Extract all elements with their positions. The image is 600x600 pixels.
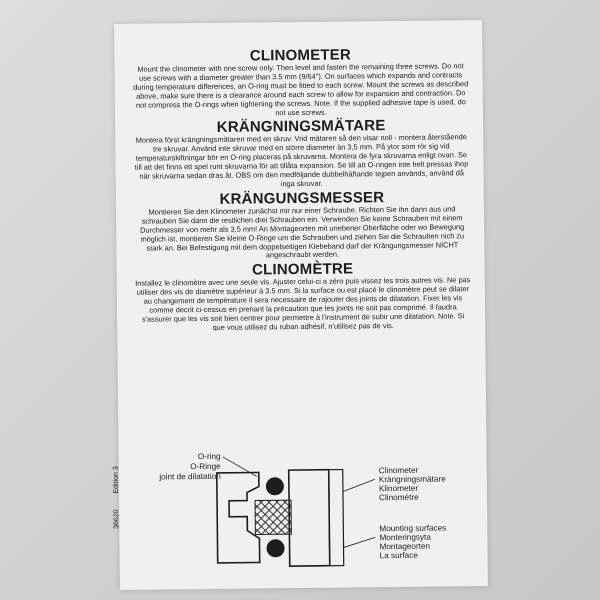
clinometer-body-shape xyxy=(217,472,260,562)
surface-leader-line xyxy=(343,537,375,547)
instruction-sheet xyxy=(114,20,488,590)
section-body-clinometer: Mount the clinometer with one screw only. Then level and fasten the remaining three screws. Do not use screws with a diameter greater than 3.5 mm (9/64"). On surfaces which expands and contracts during temperature differences, an O-ring must be fitted to each screw. Mount the screws as described above, make sure there is a clearance around each screw to allow for expansion and contraction. Do not compress the O-rings when tightening the screws. Note. If the supplied adhesive tape is used, do not use screws. xyxy=(133,61,469,117)
o-ring-leader-line xyxy=(223,456,257,476)
mounting-surface-shape xyxy=(289,470,330,566)
label-joint-de-dilatation: joint de dilatation xyxy=(159,471,221,482)
edition-label: Edition 3 xyxy=(112,466,120,494)
section-body-krangningsmatare: Montera först krängningsmätaren med en skruv. Vrid mätaren så den visar noll - montera återstående tre skruvar. Använd inte skruvar med en större diameter än 3,5 mm. På ytor som rör sig vid temperaturskiftningar bör en O-ring placeras på skruvarna. Montera de fyra skruvarna enligt ovan. Se till att det finns ett spel runt skruvarna för att tillåta expansion. Se till att O-ringen inte helt pressas ihop när skruvarna sedan dras åt. OBS om den medföljande dubbelhäftande tejpen används, använd då inga skruvar. xyxy=(134,132,469,189)
instruction-text xyxy=(132,46,471,335)
section-title-krangningsmatare: KRÄNGNINGSMÄTARE xyxy=(216,117,386,137)
mounting-surface-edge xyxy=(329,470,344,566)
clinometer-leader-line xyxy=(343,479,375,491)
section-title-clinometre: CLINOMÈTRE xyxy=(251,260,354,279)
screw-spring-shape xyxy=(255,500,291,534)
edition-footer xyxy=(113,452,121,529)
document-code: 36620 xyxy=(113,509,121,529)
section-body-krangungsmesser: Montieren Sie den Klinometer zunächst mir nur einer Schraube. Richten Sie ihn dann aus und schrauben Sie dann die restlichen drei Schrauben ein. Verwenden Sie keine Schrauben mit einem Durchmesser von mehr als 3,5 mm! An Montageorten mit unebener Oberfläche oder wo Bewegung möglich ist, montieren Sie kleine O-Ringe um die Schrauben und ziehen Sie die Schrauben nich zu stark an. Bei Befestigung mit dem doppelseitigen Klebeband darf der Krängungsmesser NICHT angeschraubt werden. xyxy=(140,204,465,260)
label-mounting-surfaces: Mounting surfaces xyxy=(379,523,447,534)
label-krangningsmatare: Krängningsmätare xyxy=(378,474,446,485)
label-klinometer: Klinometer xyxy=(378,483,419,494)
o-ring-bottom-shape xyxy=(266,539,284,557)
label-clinometer: Clinometer xyxy=(378,465,419,476)
label-clinometre: Clinomètre xyxy=(378,492,419,503)
section-title-clinometer: CLINOMETER xyxy=(249,46,352,65)
label-la-surface: La surface xyxy=(379,550,418,561)
mounting-diagram xyxy=(128,440,479,574)
label-o-ringe: O-Ringe xyxy=(190,461,221,472)
section-body-clinometre: Installez le clinomètre avec une seule vis. Ajuster celui-ci a zéro puis vissez les trois autres vis. Ne pas utiliser des vis de diamètre supérieur à 3.5 mm. Si la surface ou est placé le clinomètre peut se dilater au changement de température il sera necessaire de rajouter des joints de dilatation. Fixer les vis comme decrit ci-cessus en prenant la précaution que les joints ne soit pas comprimé. Il faudra s'assurer que les vis soit bien centrer pour permettre à l'instrument de subir une dilatation. Note. Si que vous utilisez du ruban adhésif, n'utilisez pas de vis. xyxy=(135,275,471,332)
label-o-ring: O-ring xyxy=(197,451,221,462)
label-monteringsyta: Monteringsyta xyxy=(379,532,431,543)
o-ring-top-shape xyxy=(266,477,284,495)
label-montageorten: Montageorten xyxy=(379,541,431,552)
section-title-krangungsmesser: KRÄNGUNGSMESSER xyxy=(219,188,385,208)
